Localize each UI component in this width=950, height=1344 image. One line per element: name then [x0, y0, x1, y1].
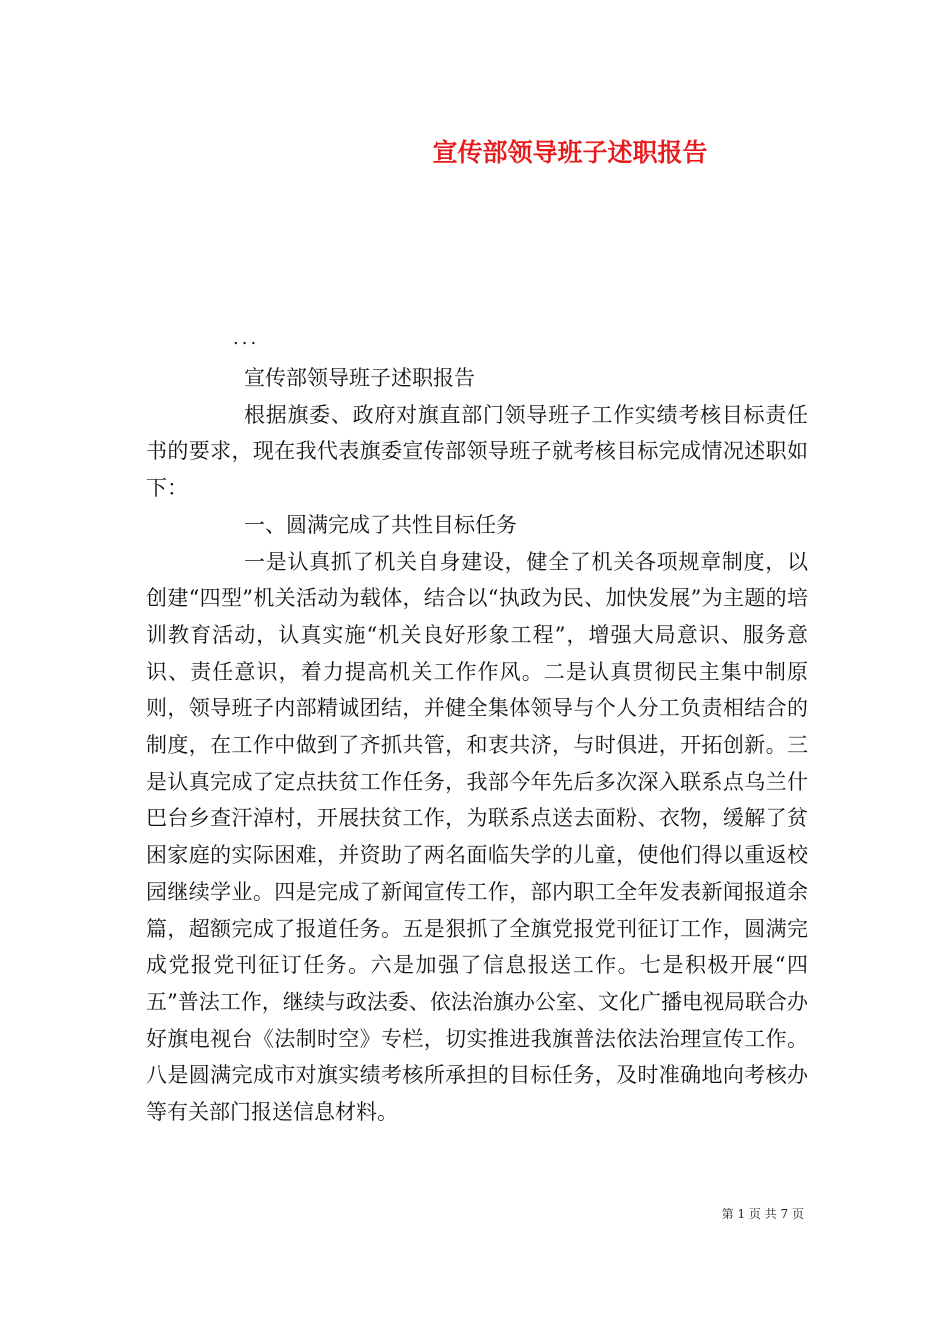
document-title: 宣传部领导班子述职报告 — [432, 138, 708, 167]
document-body — [146, 360, 808, 1131]
main-paragraph: 一是认真抓了机关自身建设，健全了机关各项规章制度，以创建“四型”机关活动为载体，结合以“执政为民、加快发展”为主题的培训教育活动，认真实施“机关良好形象工程”，增强大局意识、服务意识、责任意识，着力提高机关工作作风。二是认真贯彻民主集中制原则，领导班子内部精诚团结，并健全集体领导与个人分工负责相结合的制度，在工作中做到了齐抓共管，和衷共济，与时俱进，开拓创新。三是认真完成了定点扶贫工作任务，我部今年先后多次深入联系点乌兰什巴台乡查汗淖村，开展扶贫工作，为联系点送去面粉、衣物，缓解了贫困家庭的实际困难，并资助了两名面临失学的儿童，使他们得以重返校园继续学业。四是完成了新闻宣传工作，部内职工全年发表新闻报道余篇，超额完成了报道任务。五是狠抓了全旗党报党刊征订工作，圆满完成党报党刊征订任务。六是加强了信息报送工作。七是积极开展“四五”普法工作，继续与政法委、依法治旗办公室、文化广播电视局联合办好旗电视台《法制时空》专栏，切实推进我旗普法依法治理宣传工作。八是圆满完成市对旗实绩考核所承担的目标任务，及时准确地向考核办等有关部门报送信息材料。 — [146, 549, 808, 1125]
ellipsis-marker: ... — [233, 328, 260, 349]
section-heading: 一、圆满完成了共性目标任务 — [244, 512, 517, 537]
body-heading: 宣传部领导班子述职报告 — [244, 366, 475, 390]
intro-paragraph: 根据旗委、政府对旗直部门领导班子工作实绩考核目标责任书的要求，现在我代表旗委宣传部领导班子就考核目标完成情况述职如下： — [146, 402, 808, 501]
page-number-footer: 第 1 页 共 7 页 — [721, 1207, 804, 1221]
